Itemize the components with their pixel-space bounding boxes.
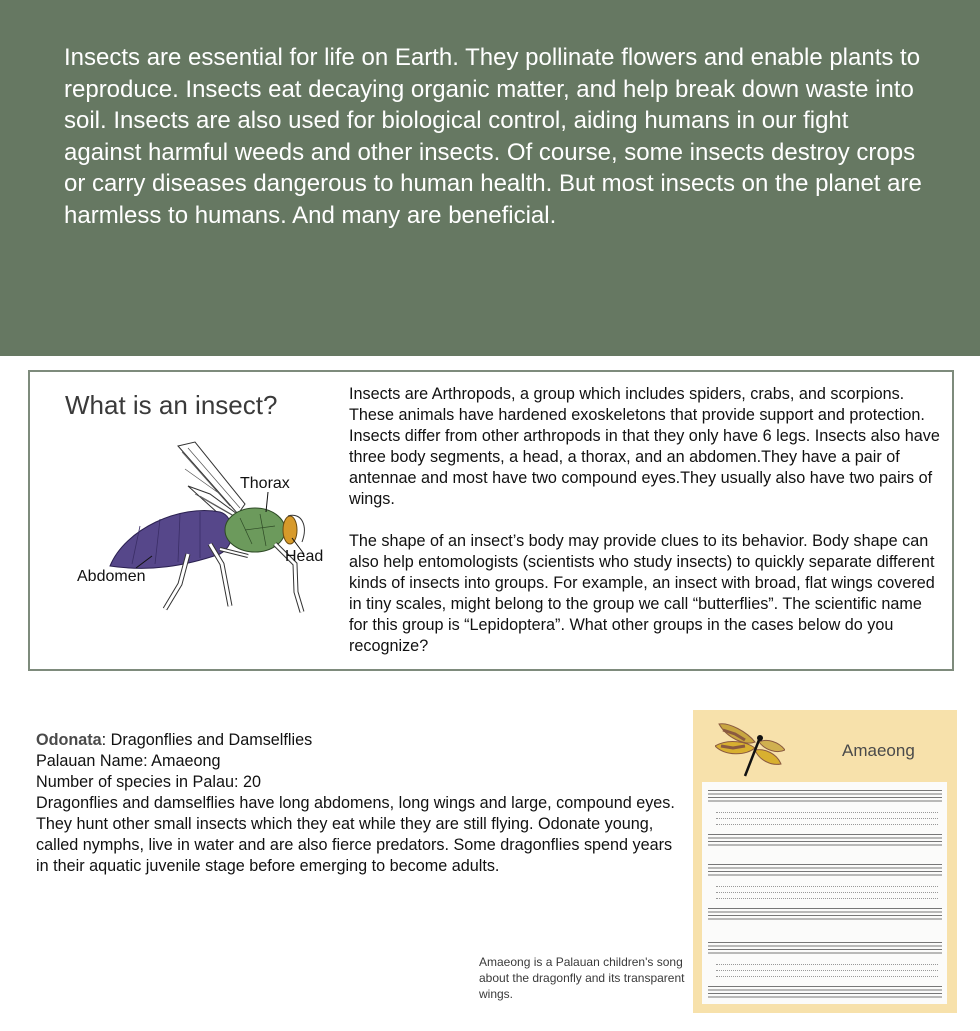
music-staff	[708, 942, 942, 956]
music-staff	[708, 908, 942, 922]
music-staff	[708, 834, 942, 848]
paragraph-body-shape: The shape of an insect’s body may provide clues to its behavior. Body shape can also help entomologists (scientists who study insects) to quickly separate different kinds of insects into groups. For example, an insect with broad, flat wings covered in tiny scales, might belong to the group we call “butterflies”. The scientific name for this group is “Lepidoptera”. What other groups in the cases below do you recognize?	[349, 532, 935, 655]
what-is-an-insect-panel	[28, 370, 954, 671]
lyric-line	[716, 964, 938, 968]
order-common-name: : Dragonflies and Damselflies	[101, 731, 313, 749]
lyric-line	[716, 976, 938, 980]
odonata-description: Dragonflies and damselflies have long abdomens, long wings and large, compound eyes. They hunt other small insects which they eat while they are still flying. Odonate young, called nymphs, live in water and are also fierce predators. Some dragonflies spend years in their aquatic juvenile stage before emerging to become adults.	[36, 794, 675, 875]
lyric-line	[716, 970, 938, 974]
music-staff	[708, 864, 942, 878]
song-title: Amaeong	[842, 741, 915, 760]
song-caption: Amaeong is a Palauan children's song about the dragonfly and its transparent wings.	[479, 955, 685, 1001]
odonata-section	[36, 730, 686, 877]
lyric-line	[716, 892, 938, 896]
section-title: What is an insect?	[65, 390, 278, 420]
intro-text: Insects are essential for life on Earth. They pollinate flowers and enable plants to reproduce. Insects eat decaying organic matter, and help break down waste into soil. Insects are also used for biological control, aiding humans in our fight against harmful weeds and other insects. Of course, some insects destroy crops or carry diseases dangerous to human health. But most insects on the planet are harmless to humans. And many are beneficial.	[64, 44, 922, 229]
insect-body-illustration	[70, 434, 340, 624]
lyric-line	[716, 898, 938, 902]
paragraph-arthropods: Insects are Arthropods, a group which includes spiders, crabs, and scorpions. These animals have hardened exoskeletons that provide support and protection. Insects differ from other arthropods in that they only have 6 legs. Insects also have three body segments, a head, a thorax, and an abdomen.They have a pair of antennae and most have two compound eyes.They usually also have two pairs of wings.	[349, 385, 940, 508]
lyric-line	[716, 818, 938, 822]
insect-diagram	[70, 434, 340, 624]
abdomen-label: Abdomen	[77, 568, 146, 585]
thorax-label: Thorax	[240, 475, 290, 492]
species-count: Number of species in Palau: 20	[36, 773, 261, 791]
lyric-line	[716, 886, 938, 890]
insect-description	[349, 384, 944, 678]
lyric-line	[716, 812, 938, 816]
intro-banner	[0, 0, 980, 356]
dragonfly-icon	[715, 716, 785, 778]
lyric-line	[716, 824, 938, 828]
head-label: Head	[285, 548, 324, 565]
song-panel	[693, 710, 957, 1013]
palauan-name: Palauan Name: Amaeong	[36, 752, 221, 770]
sheet-music	[702, 782, 947, 1004]
odonata-heading	[36, 730, 686, 751]
music-staff	[708, 986, 942, 1000]
music-staff	[708, 790, 942, 804]
order-name: Odonata	[36, 731, 102, 749]
